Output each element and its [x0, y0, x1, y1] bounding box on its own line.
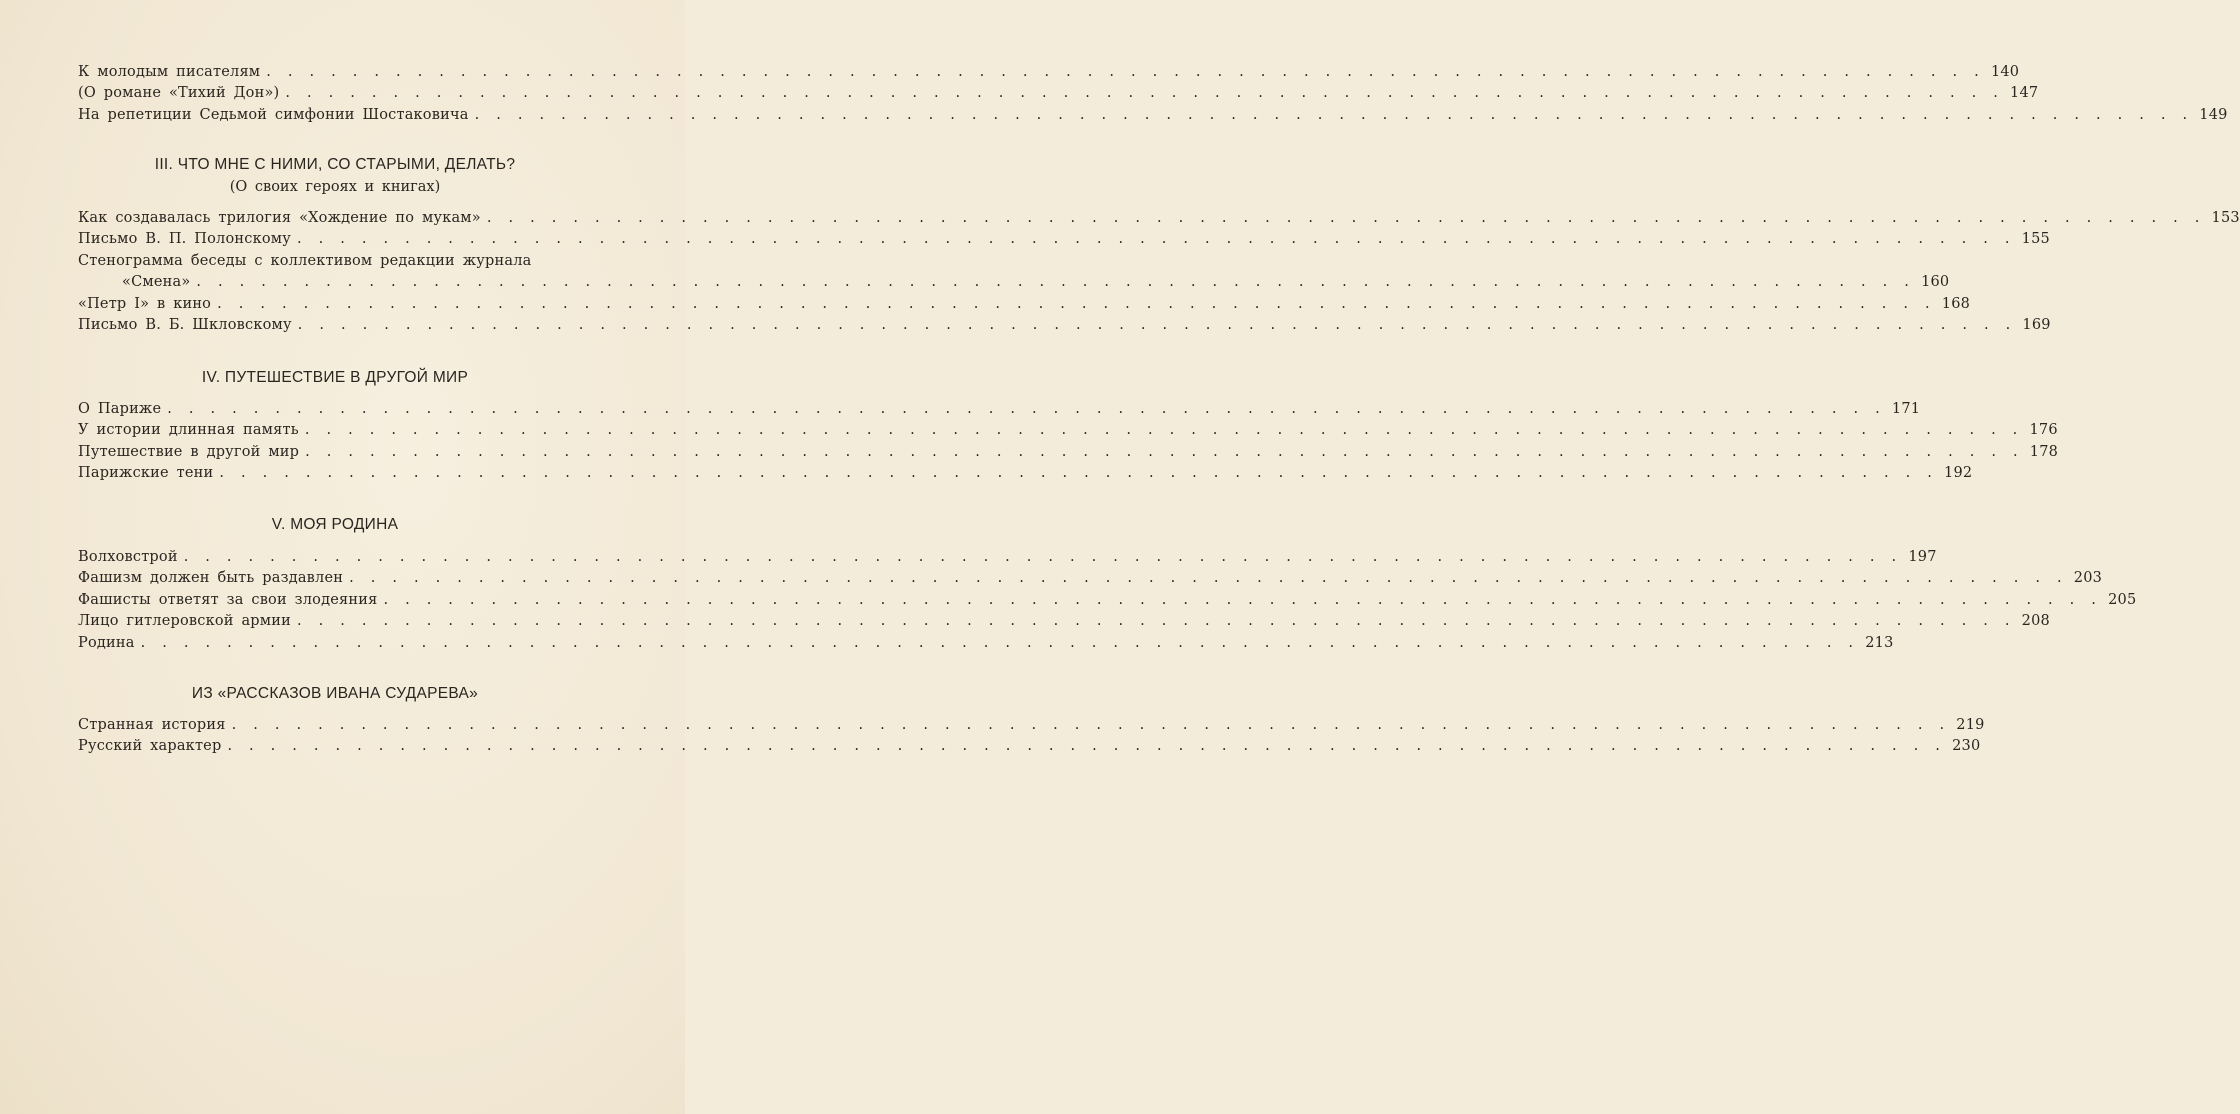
page-number: 197	[1908, 549, 1937, 565]
toc-entry	[78, 208, 2240, 229]
page-number: 149	[2199, 106, 2228, 123]
toc-entry-title: Родина	[78, 634, 135, 651]
dot-leader: . . . . . . . . . . . . . . . . . . . . . . . . . . . . . . . . . . . . . . . . . . . . . . . . . . . . . . . . . . . . . . . . . . . . . . . . . . . . . . . .	[183, 549, 1903, 565]
dot-leader: . . . . . . . . . . . . . . . . . . . . . . . . . . . . . . . . . . . . . . . . . . . . . . . . . . . . . . . . . . . . . . . . . . . . . . . . . . . . . . . .	[219, 465, 1939, 482]
toc-entry	[78, 62, 2020, 83]
section-heading: IV. ПУТЕШЕСТВИЕ В ДРУГОЙ МИР	[201, 369, 469, 386]
toc-entry-title: (О романе «Тихий Дон»)	[78, 85, 280, 102]
page-number: 178	[2029, 443, 2059, 460]
toc-entry	[78, 420, 2058, 441]
dot-leader: . . . . . . . . . . . . . . . . . . . . . . . . . . . . . . . . . . . . . . . . . . . . . . . . . . . . . . . . . . . . . . . . . . . . . . . . . . . . . . . .	[486, 210, 2206, 226]
toc-entry	[78, 83, 2039, 104]
section-heading: V. МОЯ РОДИНА	[271, 516, 399, 533]
section-heading: ИЗ «РАССКАЗОВ ИВАНА СУДАРЕВА»	[191, 685, 479, 702]
page-number: 169	[2022, 316, 2051, 333]
page-number: 219	[1956, 717, 1985, 733]
toc-entry-title-continuation: «Смена»	[122, 274, 191, 291]
toc-entry-title: О Париже	[78, 401, 162, 417]
toc-entry-title: Стенограмма беседы с коллективом редакции журнала	[78, 252, 532, 269]
dot-leader: . . . . . . . . . . . . . . . . . . . . . . . . . . . . . . . . . . . . . . . . . . . . . . . . . . . . . . . . . . . . . . . . . . . . . . . . . . . . . . . .	[383, 591, 2103, 608]
toc-entry-title: К молодым писателям	[78, 64, 261, 80]
page-number: 147	[2010, 85, 2039, 102]
page-number: 213	[1865, 634, 1894, 651]
toc-entry-title: Лицо гитлеровской армии	[78, 613, 291, 630]
toc-entry	[78, 736, 1981, 757]
toc-entry-title: На репетиции Седьмой симфонии Шостаковича	[78, 106, 469, 123]
toc-entries	[78, 547, 2137, 654]
toc-entry-title: Странная история	[78, 717, 226, 733]
toc-entry-title: Письмо В. Б. Шкловскому	[78, 316, 292, 333]
toc-entry-title: Как создавалась трилогия «Хождение по мукам»	[78, 210, 481, 226]
toc-entry	[78, 399, 1921, 420]
toc-entry-title: Фашисты ответят за свои злодеяния	[78, 591, 378, 608]
toc-entry	[78, 715, 1985, 736]
toc-entries	[78, 715, 1985, 758]
dot-leader: . . . . . . . . . . . . . . . . . . . . . . . . . . . . . . . . . . . . . . . . . . . . . . . . . . . . . . . . . . . . . . . . . . . . . . . . . . . . . . . .	[474, 106, 2194, 123]
page-number: 153	[2211, 210, 2240, 226]
toc-entry	[78, 294, 1971, 315]
dot-leader: . . . . . . . . . . . . . . . . . . . . . . . . . . . . . . . . . . . . . . . . . . . . . . . . . . . . . . . . . . . . . . . . . . . . . . . . . . . . . . . .	[297, 316, 2017, 333]
section-subheading: (О своих героях и книгах)	[229, 179, 441, 195]
page-number: 155	[2021, 231, 2050, 248]
dot-leader: . . . . . . . . . . . . . . . . . . . . . . . . . . . . . . . . . . . . . . . . . . . . . . . . . . . . . . . . . . . . . . . . . . . . . . . . . . . . . . . .	[297, 613, 2016, 630]
toc-entry	[78, 442, 2059, 463]
toc-entry-title: Волховстрой	[78, 549, 178, 565]
toc-entry-title: Русский характер	[78, 738, 222, 755]
dot-leader: . . . . . . . . . . . . . . . . . . . . . . . . . . . . . . . . . . . . . . . . . . . . . . . . . . . . . . . . . . . . . . . . . . . . . . . . . . . . . . . .	[304, 422, 2024, 439]
page-number: 205	[2108, 591, 2137, 608]
dot-leader: . . . . . . . . . . . . . . . . . . . . . . . . . . . . . . . . . . . . . . . . . . . . . . . . . . . . . . . . . . . . . . . . . . . . . . . . . . . . . . . .	[305, 443, 2024, 460]
toc-entries	[78, 208, 2240, 336]
dot-leader: . . . . . . . . . . . . . . . . . . . . . . . . . . . . . . . . . . . . . . . . . . . . . . . . . . . . . . . . . . . . . . . . . . . . . . . . . . . . . . . .	[231, 717, 1951, 733]
dot-leader: . . . . . . . . . . . . . . . . . . . . . . . . . . . . . . . . . . . . . . . . . . . . . . . . . . . . . . . . . . . . . . . . . . . . . . . . . . . . . . . .	[227, 738, 1947, 755]
page-number: 192	[1944, 465, 1973, 482]
toc-entries	[78, 399, 2059, 485]
toc-entry	[78, 105, 2228, 126]
toc-entry	[78, 229, 2050, 250]
dot-leader: . . . . . . . . . . . . . . . . . . . . . . . . . . . . . . . . . . . . . . . . . . . . . . . . . . . . . . . . . . . . . . . . . . . . . . . . . . . . . . . .	[167, 401, 1886, 417]
page-number: 208	[2021, 613, 2050, 630]
toc-entry-title: У истории длинная память	[78, 422, 299, 439]
page-number: 140	[1990, 64, 2020, 80]
dot-leader: . . . . . . . . . . . . . . . . . . . . . . . . . . . . . . . . . . . . . . . . . . . . . . . . . . . . . . . . . . . . . . . . . . . . . . . . . . . . . . . .	[140, 634, 1860, 651]
toc-entry	[78, 590, 2137, 611]
toc-entry	[78, 272, 1950, 293]
dot-leader: . . . . . . . . . . . . . . . . . . . . . . . . . . . . . . . . . . . . . . . . . . . . . . . . . . . . . . . . . . . . . . . . . . . . . . . . . . . . . . . .	[285, 85, 2005, 102]
page-number: 168	[1941, 295, 1971, 312]
dot-leader: . . . . . . . . . . . . . . . . . . . . . . . . . . . . . . . . . . . . . . . . . . . . . . . . . . . . . . . . . . . . . . . . . . . . . . . . . . . . . . . .	[349, 570, 2068, 587]
toc-entry	[78, 315, 2051, 336]
toc-entry-title: Письмо В. П. Полонскому	[78, 231, 291, 248]
page-number: 160	[1921, 274, 1950, 291]
toc-entry	[78, 568, 2103, 589]
toc-entry-title: Парижские тени	[78, 465, 214, 482]
dot-leader: . . . . . . . . . . . . . . . . . . . . . . . . . . . . . . . . . . . . . . . . . . . . . . . . . . . . . . . . . . . . . . . . . . . . . . . . . . . . . . . .	[266, 64, 1985, 80]
toc-entry-title: Путешествие в другой мир	[78, 443, 300, 460]
toc-entry-title: Фашизм должен быть раздавлен	[78, 570, 344, 587]
toc-entries	[78, 62, 2228, 126]
page-number: 203	[2073, 570, 2103, 587]
toc-entry	[78, 463, 1973, 484]
section-heading: III. ЧТО МНЕ С НИМИ, СО СТАРЫМИ, ДЕЛАТЬ?	[154, 156, 516, 173]
page-number: 176	[2029, 422, 2058, 439]
toc-entry	[78, 611, 2050, 632]
toc-entry	[78, 633, 1894, 654]
dot-leader: . . . . . . . . . . . . . . . . . . . . . . . . . . . . . . . . . . . . . . . . . . . . . . . . . . . . . . . . . . . . . . . . . . . . . . . . . . . . . . . .	[217, 295, 1936, 312]
dot-leader: . . . . . . . . . . . . . . . . . . . . . . . . . . . . . . . . . . . . . . . . . . . . . . . . . . . . . . . . . . . . . . . . . . . . . . . . . . . . . . . .	[196, 274, 1916, 291]
toc-entry	[78, 547, 1937, 568]
dot-leader: . . . . . . . . . . . . . . . . . . . . . . . . . . . . . . . . . . . . . . . . . . . . . . . . . . . . . . . . . . . . . . . . . . . . . . . . . . . . . . . .	[296, 231, 2016, 248]
page-number: 230	[1952, 738, 1981, 755]
page-number: 171	[1891, 401, 1921, 417]
toc-entry-title: «Петр I» в кино	[78, 295, 212, 312]
